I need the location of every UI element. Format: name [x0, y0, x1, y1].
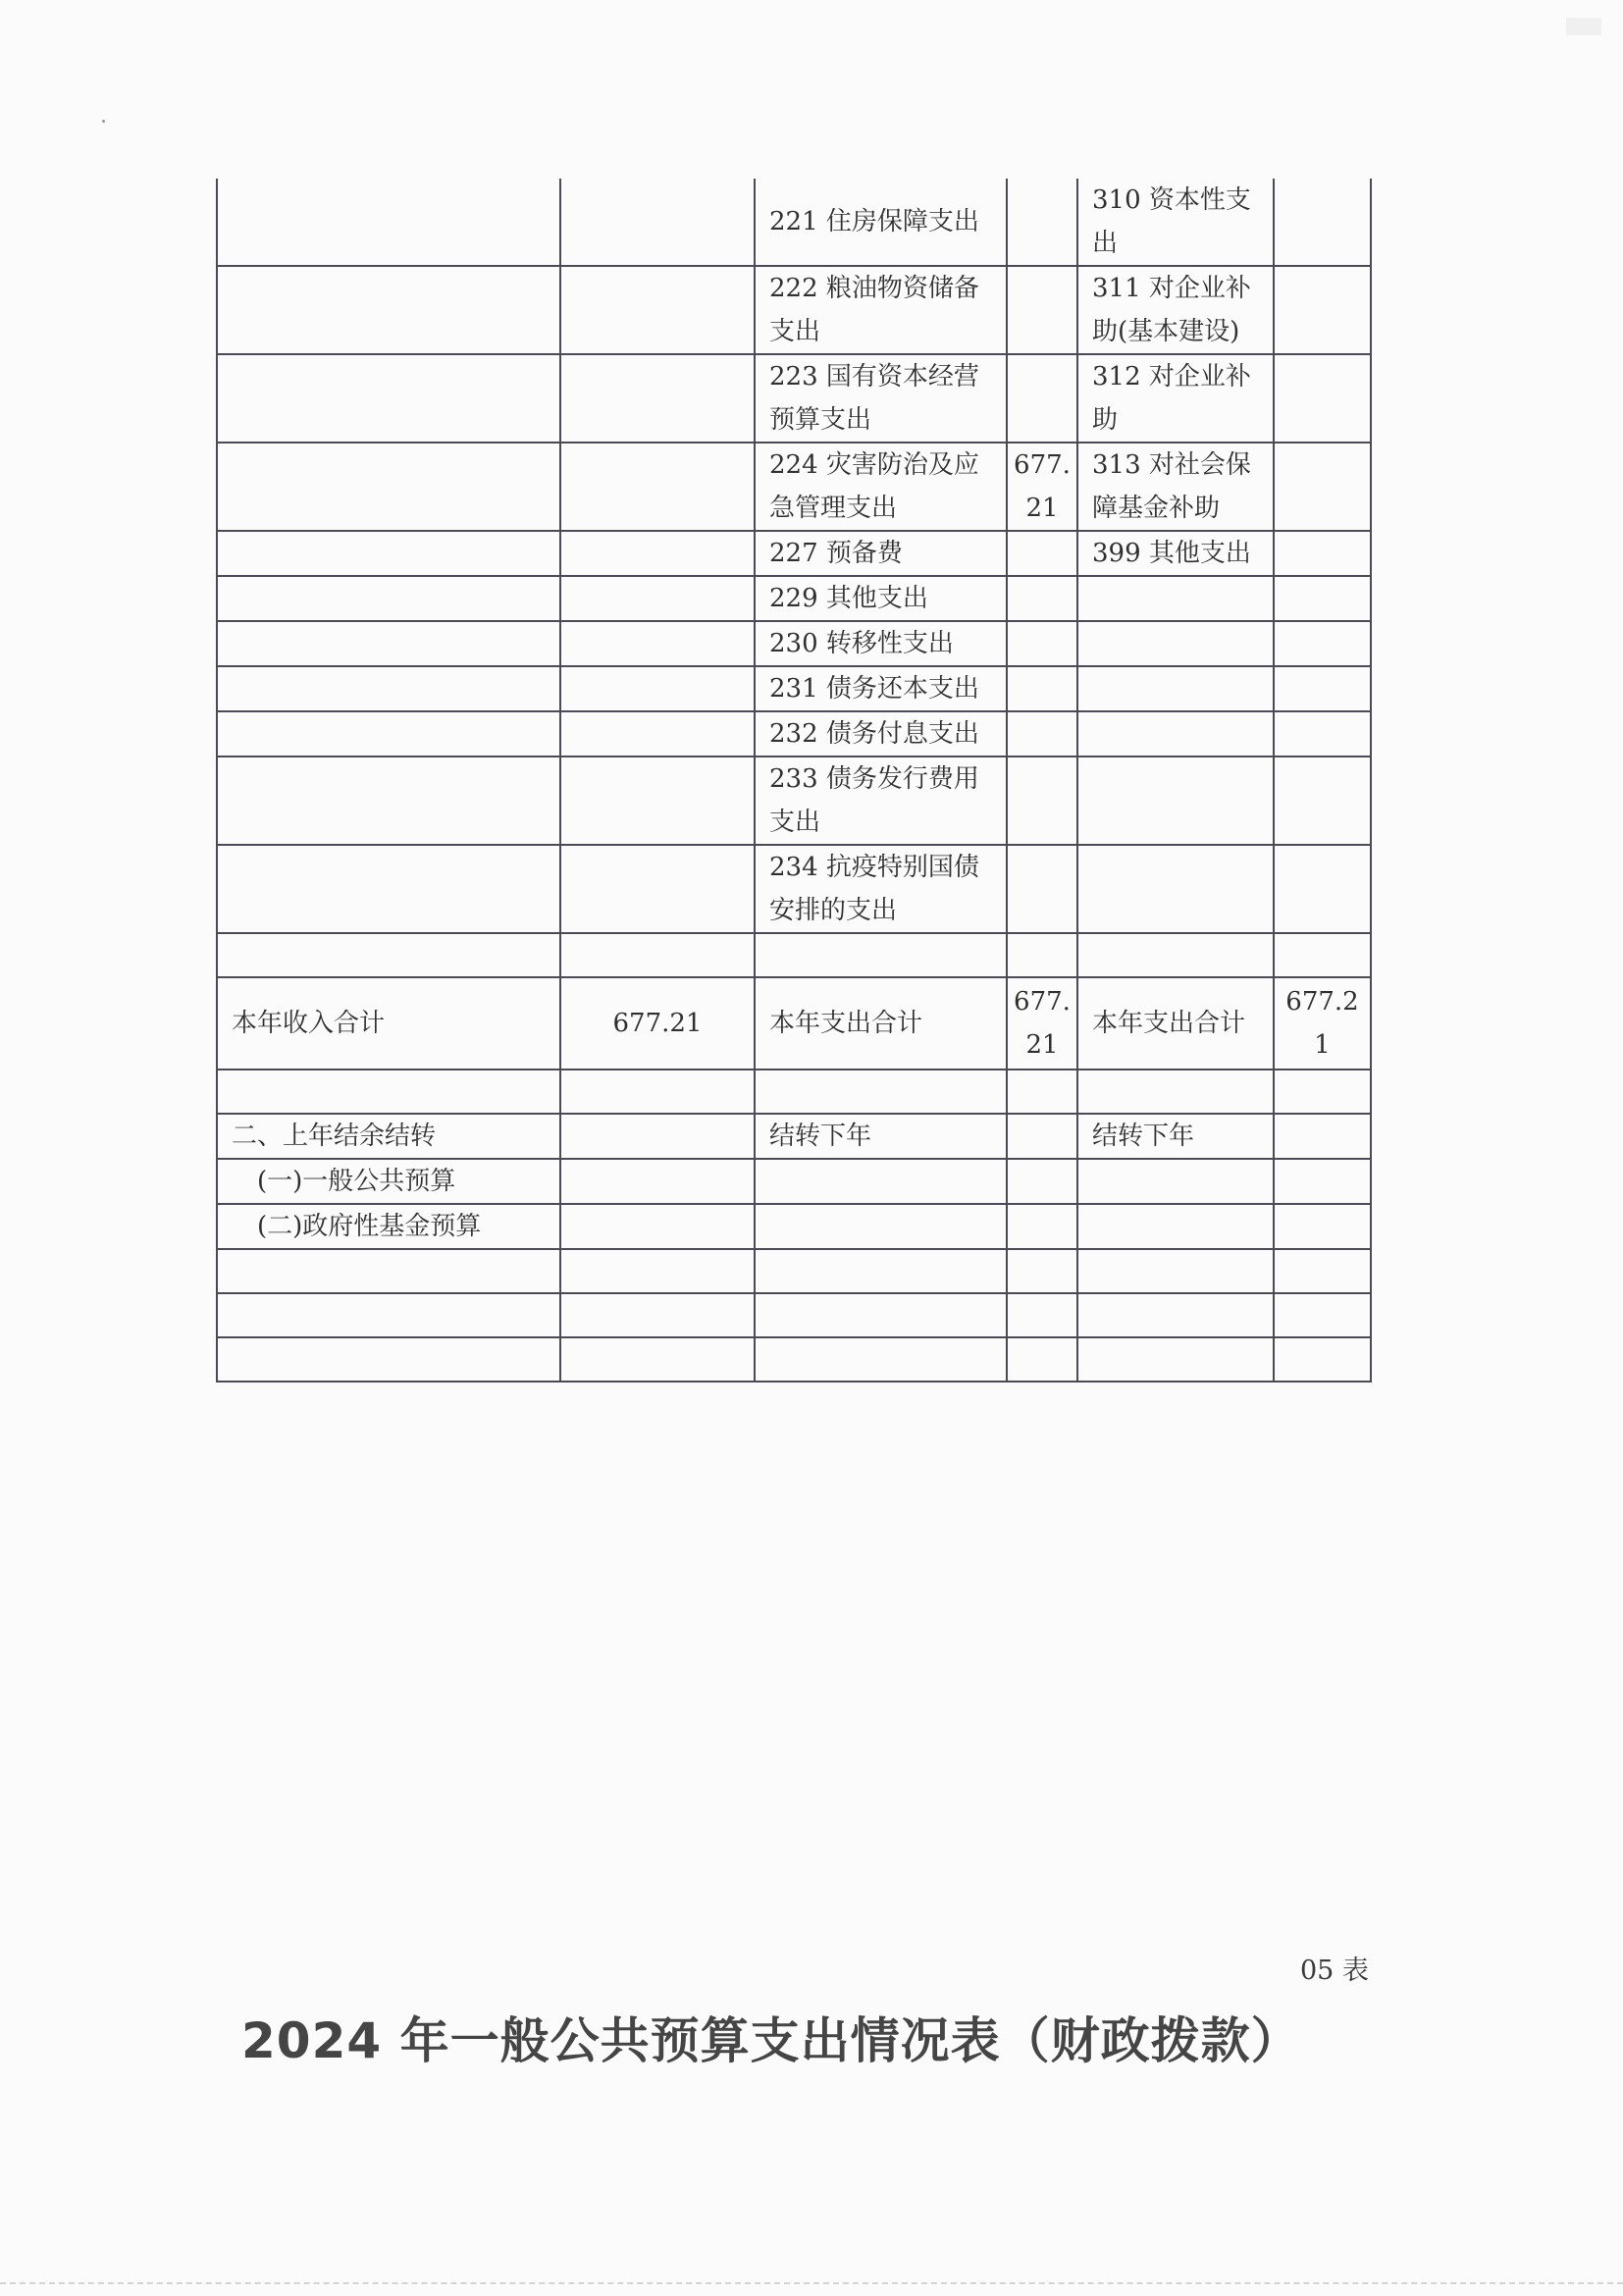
table-cell [755, 1070, 1007, 1114]
table-cell [1007, 1070, 1077, 1114]
amount-cell: 677.21 [1007, 443, 1077, 531]
table-cell [560, 1114, 755, 1159]
table-row [217, 531, 1371, 576]
table-cell [1007, 1249, 1077, 1293]
table-cell [560, 757, 755, 845]
table-cell [217, 845, 560, 933]
table-cell [1077, 1293, 1274, 1337]
table-cell [217, 179, 560, 266]
table-cell [755, 1249, 1007, 1293]
economic-category-cell: 399 其他支出 [1077, 531, 1274, 576]
table-row [217, 1293, 1371, 1337]
expense-category-cell: 230 转移性支出 [755, 621, 1007, 666]
table-row [217, 266, 1371, 354]
table-cell [1007, 576, 1077, 621]
budget-table [216, 179, 1372, 1383]
table-cell [1274, 1293, 1371, 1337]
table-cell [1007, 1114, 1077, 1159]
table-cell [560, 1337, 755, 1382]
table-cell [755, 1337, 1007, 1382]
scan-speck [102, 120, 105, 123]
table-cell [560, 933, 755, 977]
table-cell [1077, 621, 1274, 666]
table-cell [1007, 1293, 1077, 1337]
expense-category-cell: 223 国有资本经营预算支出 [755, 354, 1007, 443]
expense-total-value: 677.21 [1007, 977, 1077, 1070]
table-cell [1274, 621, 1371, 666]
table-cell [1077, 1070, 1274, 1114]
table-cell [217, 1070, 560, 1114]
table-cell [560, 531, 755, 576]
table-cell [560, 443, 755, 531]
table-cell [755, 1204, 1007, 1249]
economic-category-cell: 310 资本性支出 [1077, 179, 1274, 266]
table-cell [560, 354, 755, 443]
table-row [217, 845, 1371, 933]
table-cell [1007, 933, 1077, 977]
amount-cell [1274, 354, 1371, 443]
table-cell [560, 1070, 755, 1114]
table-cell [560, 179, 755, 266]
table-cell [217, 1337, 560, 1382]
table-cell [1274, 845, 1371, 933]
amount-cell [1274, 531, 1371, 576]
expense-category-cell: 227 预备费 [755, 531, 1007, 576]
table-cell [217, 1249, 560, 1293]
table-row [217, 933, 1371, 977]
general-budget-label: (一)一般公共预算 [217, 1159, 560, 1204]
table-row [217, 757, 1371, 845]
expense-category-cell: 233 债务发行费用支出 [755, 757, 1007, 845]
table-cell [217, 576, 560, 621]
expense-category-cell: 221 住房保障支出 [755, 179, 1007, 266]
table-cell [217, 266, 560, 354]
table-cell [560, 576, 755, 621]
table-cell [1077, 845, 1274, 933]
table-row [217, 354, 1371, 443]
table-cell [560, 711, 755, 757]
table-cell [1007, 1337, 1077, 1382]
income-total-value: 677.21 [560, 977, 755, 1070]
table-cell [1007, 757, 1077, 845]
amount-cell [1274, 266, 1371, 354]
table-row [217, 666, 1371, 711]
table-cell [1007, 1159, 1077, 1204]
table-cell [1077, 933, 1274, 977]
expense-total-label: 本年支出合计 [755, 977, 1007, 1070]
expense-category-cell: 231 债务还本支出 [755, 666, 1007, 711]
table-row [217, 1337, 1371, 1382]
table-cell [560, 1249, 755, 1293]
table-cell [1274, 1114, 1371, 1159]
table-cell [217, 933, 560, 977]
table-cell [1274, 1204, 1371, 1249]
table-cell [560, 1293, 755, 1337]
table-cell [1007, 845, 1077, 933]
table-row [217, 443, 1371, 531]
table-cell [217, 621, 560, 666]
amount-cell [1274, 179, 1371, 266]
table-row [217, 179, 1371, 266]
table-row [217, 1249, 1371, 1293]
table-cell [1274, 1070, 1371, 1114]
table-cell [1007, 621, 1077, 666]
prev-balance-label: 二、上年结余结转 [217, 1114, 560, 1159]
table-cell [1077, 711, 1274, 757]
document-title: 2024 年一般公共预算支出情况表（财政拨款） [241, 2012, 1301, 2069]
expense-category-cell: 229 其他支出 [755, 576, 1007, 621]
table-cell [755, 1159, 1007, 1204]
table-cell [560, 266, 755, 354]
carry-next-year-label: 结转下年 [755, 1114, 1007, 1159]
expense-total-value: 677.21 [1274, 977, 1371, 1070]
table-cell [217, 443, 560, 531]
table-cell [560, 1204, 755, 1249]
table-cell [1274, 1159, 1371, 1204]
table-row [217, 576, 1371, 621]
table-row [217, 711, 1371, 757]
table-cell [1077, 1337, 1274, 1382]
income-total-label: 本年收入合计 [217, 977, 560, 1070]
table-cell [755, 1293, 1007, 1337]
carryover-row [217, 1114, 1371, 1159]
table-cell [217, 1293, 560, 1337]
economic-category-cell: 313 对社会保障基金补助 [1077, 443, 1274, 531]
table-cell [1274, 666, 1371, 711]
table-cell [1077, 576, 1274, 621]
expense-category-cell: 222 粮油物资储备支出 [755, 266, 1007, 354]
expense-total-label: 本年支出合计 [1077, 977, 1274, 1070]
table-cell [1077, 757, 1274, 845]
amount-cell [1007, 179, 1077, 266]
form-number: 05 表 [1300, 1956, 1369, 1986]
carry-next-year-label: 结转下年 [1077, 1114, 1274, 1159]
amount-cell [1274, 443, 1371, 531]
expense-category-cell: 232 债务付息支出 [755, 711, 1007, 757]
table-cell [560, 666, 755, 711]
amount-cell [1007, 354, 1077, 443]
economic-category-cell: 311 对企业补助(基本建设) [1077, 266, 1274, 354]
table-row [217, 1159, 1371, 1204]
expense-category-cell: 234 抗疫特别国债安排的支出 [755, 845, 1007, 933]
expense-category-cell: 224 灾害防治及应急管理支出 [755, 443, 1007, 531]
table-cell [755, 933, 1007, 977]
table-cell [560, 621, 755, 666]
table-cell [1274, 711, 1371, 757]
table-row [217, 1070, 1371, 1114]
table-cell [1274, 933, 1371, 977]
table-cell [217, 757, 560, 845]
table-row [217, 621, 1371, 666]
table-cell [217, 531, 560, 576]
economic-category-cell: 312 对企业补助 [1077, 354, 1274, 443]
table-row [217, 1204, 1371, 1249]
table-cell [1077, 1159, 1274, 1204]
amount-cell [1007, 531, 1077, 576]
table-cell [217, 711, 560, 757]
table-cell [217, 666, 560, 711]
amount-cell [1007, 266, 1077, 354]
table-cell [1077, 1249, 1274, 1293]
table-cell [560, 845, 755, 933]
table-cell [1077, 1204, 1274, 1249]
table-cell [217, 354, 560, 443]
scan-corner-mark [1566, 18, 1601, 35]
table-cell [1007, 1204, 1077, 1249]
totals-row [217, 977, 1371, 1070]
table-cell [1274, 757, 1371, 845]
table-cell [1274, 576, 1371, 621]
table-cell [1007, 711, 1077, 757]
fund-budget-label: (二)政府性基金预算 [217, 1204, 560, 1249]
table-cell [560, 1159, 755, 1204]
table-cell [1007, 666, 1077, 711]
table-cell [1077, 666, 1274, 711]
table-cell [1274, 1249, 1371, 1293]
table-cell [1274, 1337, 1371, 1382]
page-edge-rule [0, 2282, 1623, 2284]
